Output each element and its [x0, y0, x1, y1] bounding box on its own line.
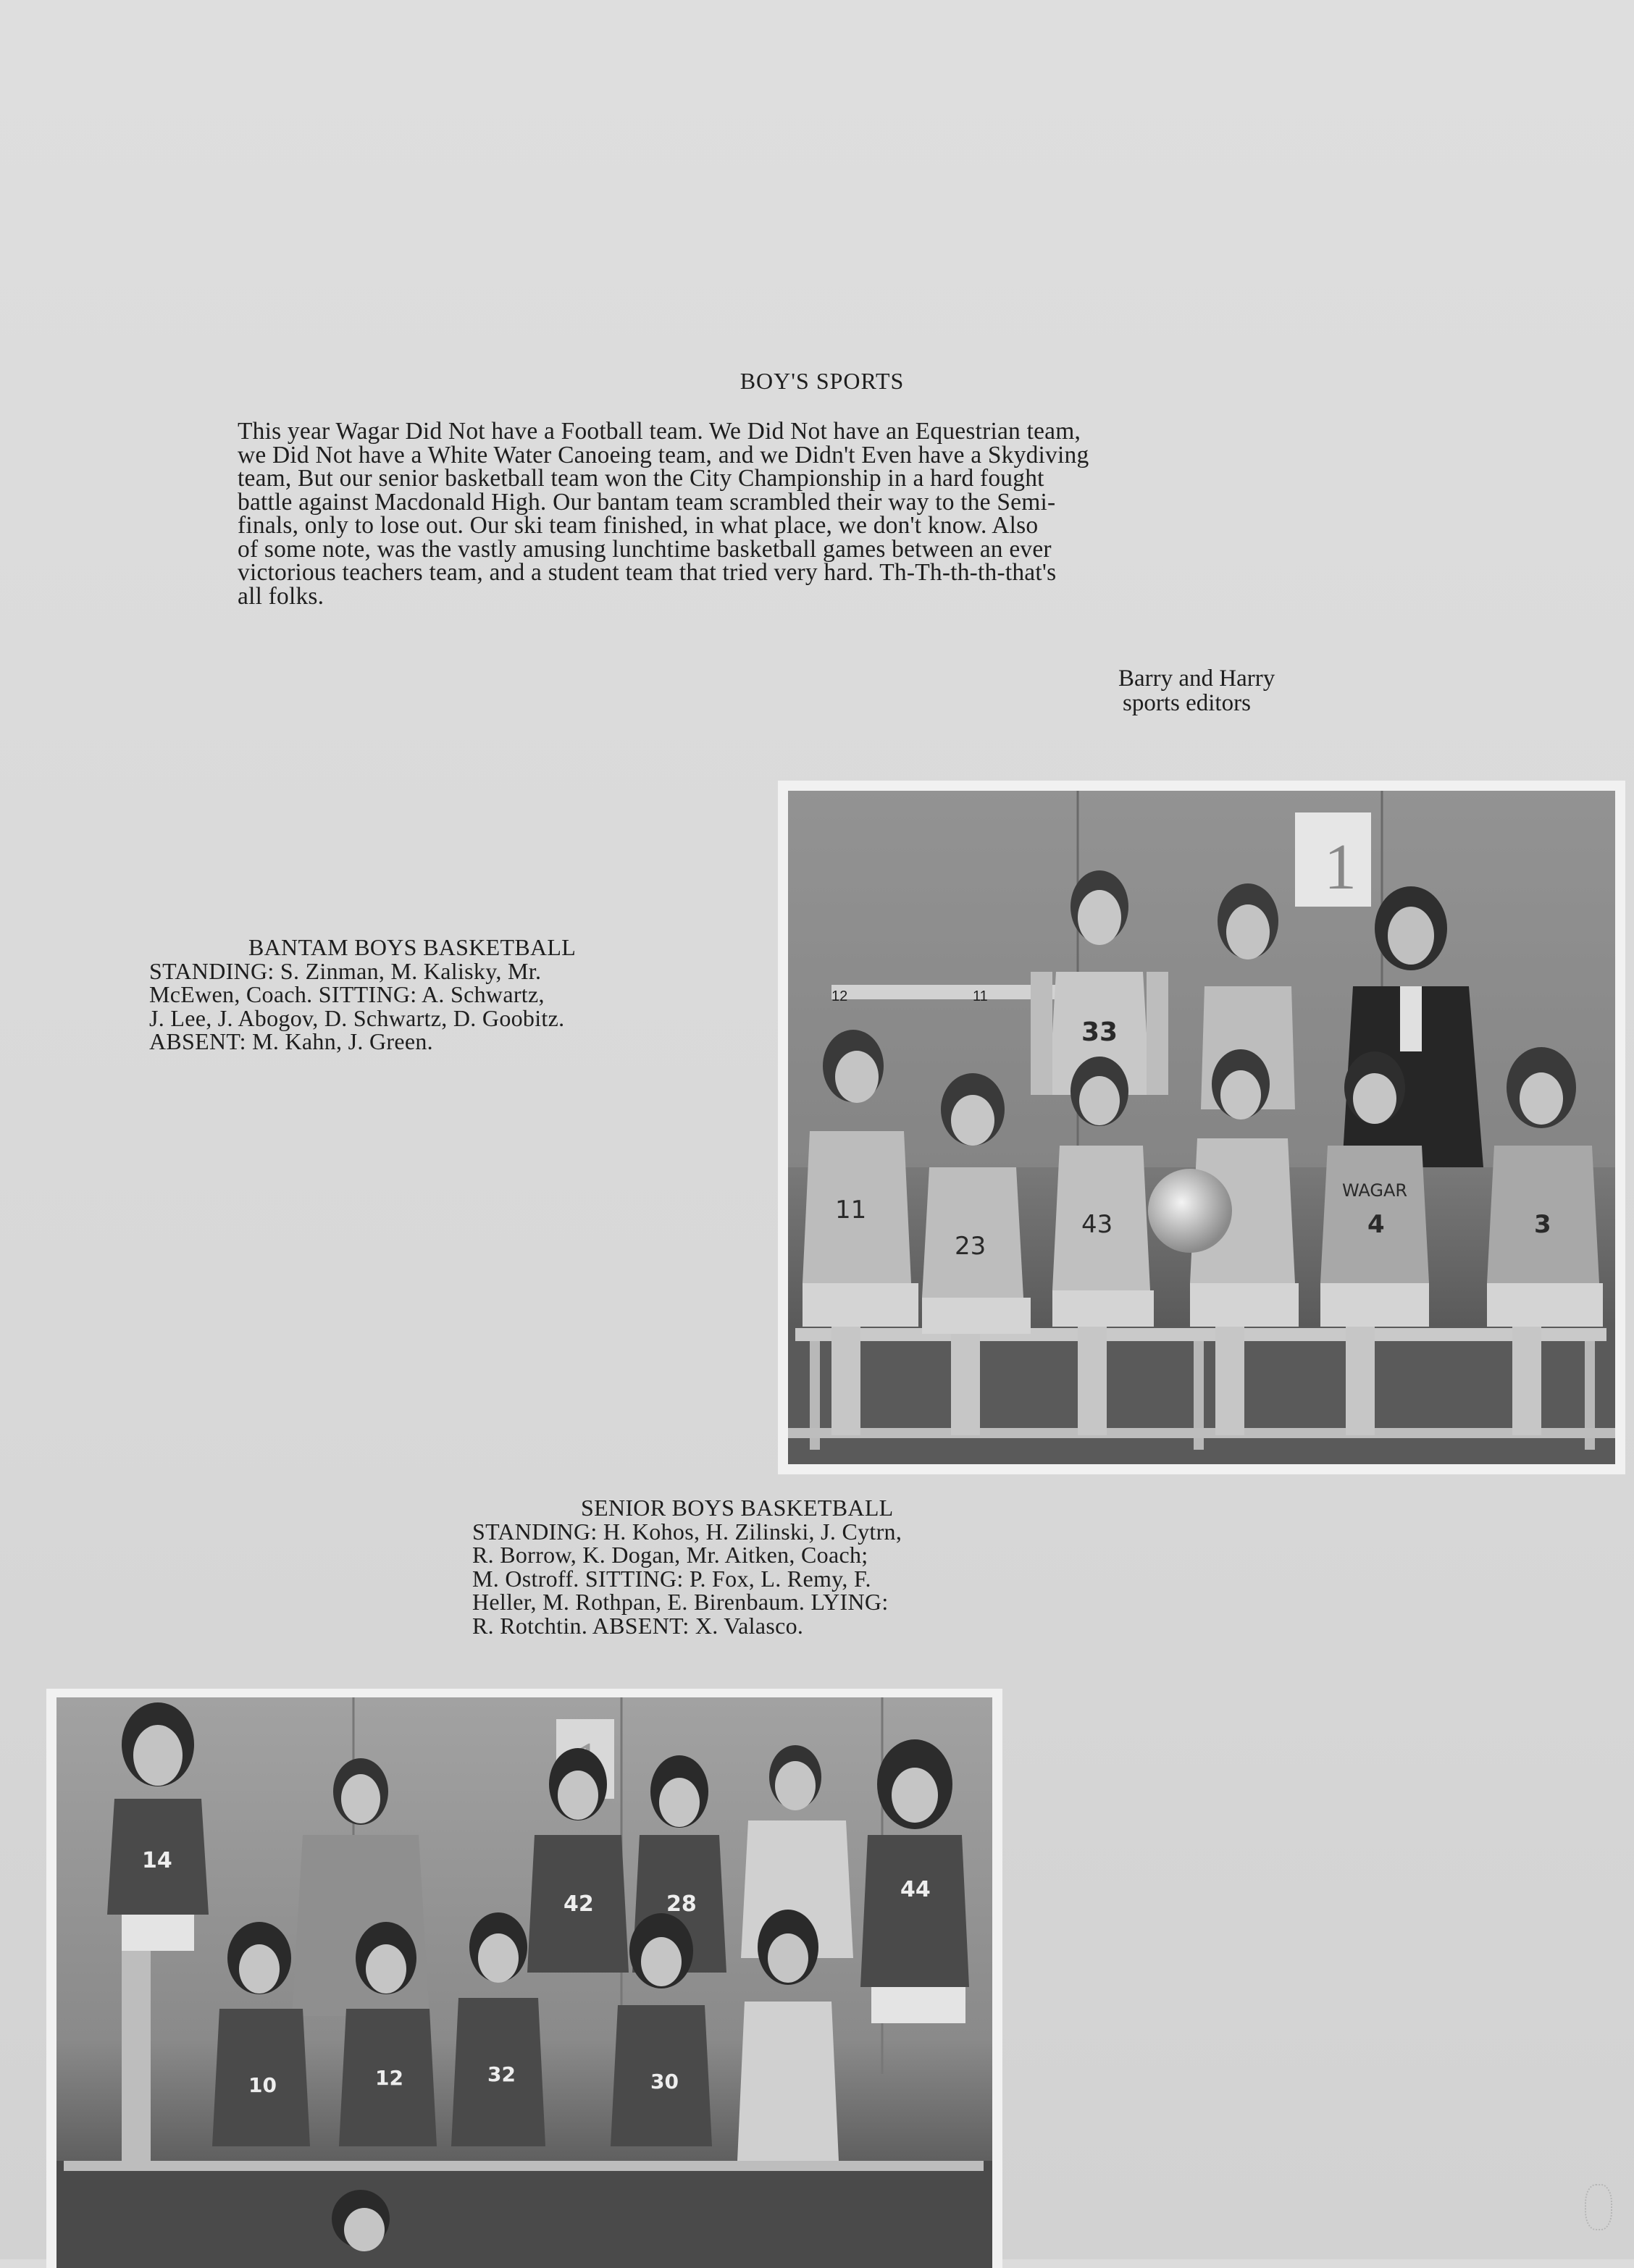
- signature-line: sports editors: [1123, 690, 1251, 716]
- intro-line: all folks.: [238, 582, 324, 610]
- basketball: [1148, 1169, 1232, 1253]
- intro-line: we Did Not have a White Water Canoeing team, and we Didn't Even have a Skydiving: [238, 441, 1089, 469]
- caption-line: M. Ostroff. SITTING: P. Fox, L. Remy, F.: [472, 1565, 871, 1592]
- jersey-number: 44: [900, 1877, 931, 1902]
- jersey-lettering: WAGAR: [1342, 1180, 1408, 1201]
- editors-signature: [1118, 666, 1275, 715]
- caption-title: SENIOR BOYS BASKETBALL: [581, 1495, 894, 1521]
- jersey-number: 12: [375, 2066, 403, 2090]
- intro-line: battle against Macdonald High. Our bantam team scrambled their way to the Semi-: [238, 488, 1056, 516]
- jersey-number: 42: [563, 1891, 594, 1917]
- jersey-number: 30: [650, 2070, 679, 2093]
- caption-line: R. Borrow, K. Dogan, Mr. Aitken, Coach;: [472, 1542, 868, 1568]
- caption-line: STANDING: S. Zinman, M. Kalisky, Mr.: [149, 957, 542, 984]
- jersey-number: 4: [1367, 1210, 1385, 1239]
- senior-team-photo: [46, 1689, 1002, 2268]
- bantam-team-photo: [778, 781, 1625, 1474]
- jersey-number: 43: [1081, 1210, 1113, 1239]
- senior-caption: [472, 1496, 902, 1637]
- caption-line: ABSENT: M. Kahn, J. Green.: [149, 1028, 433, 1054]
- intro-paragraph: [238, 420, 1317, 608]
- intro-line: victorious teachers team, and a student team that tried very hard. Th-Th-th-th-that's: [238, 559, 1057, 586]
- jersey-number: 32: [487, 2062, 516, 2086]
- caption-line: STANDING: H. Kohos, H. Zilinski, J. Cytrn,: [472, 1518, 902, 1545]
- signature-line: Barry and Harry: [1118, 665, 1275, 692]
- caption-line: R. Rotchtin. ABSENT: X. Valasco.: [472, 1612, 804, 1639]
- bantam-photo-image: [788, 791, 1615, 1464]
- caption-line: Heller, M. Rothpan, E. Birenbaum. LYING:: [472, 1589, 889, 1615]
- intro-line: This year Wagar Did Not have a Football team. We Did Not have an Equestrian team,: [238, 418, 1081, 445]
- intro-line: team, But our senior basketball team won the City Championship in a hard fought: [238, 465, 1044, 492]
- jersey-number: 10: [248, 2073, 277, 2097]
- intro-line: of some note, was the vastly amusing lunchtime basketball games between an ever: [238, 535, 1052, 563]
- caption-title: BANTAM BOYS BASKETBALL: [248, 934, 577, 960]
- wall-sign-text: 1: [1324, 831, 1357, 903]
- page-title: BOY'S SPORTS: [740, 368, 905, 394]
- page-scuff-mark: [1585, 2184, 1612, 2230]
- jersey-number: 28: [666, 1891, 697, 1917]
- bantam-caption: [149, 936, 576, 1054]
- jersey-number: 11: [835, 1196, 867, 1225]
- wall-mark-text: 12: [831, 988, 848, 1004]
- jersey-number: 3: [1534, 1210, 1551, 1239]
- caption-line: J. Lee, J. Abogov, D. Schwartz, D. Goobitz.: [149, 1004, 565, 1031]
- jersey-number: 23: [955, 1232, 986, 1261]
- jersey-number: 33: [1081, 1017, 1118, 1047]
- caption-line: McEwen, Coach. SITTING: A. Schwartz,: [149, 981, 545, 1007]
- jersey-number: 14: [142, 1848, 172, 1873]
- intro-line: finals, only to lose out. Our ski team finished, in what place, we don't know. Also: [238, 512, 1039, 539]
- senior-photo-image: [56, 1697, 992, 2268]
- wall-mark-text: 11: [973, 988, 988, 1004]
